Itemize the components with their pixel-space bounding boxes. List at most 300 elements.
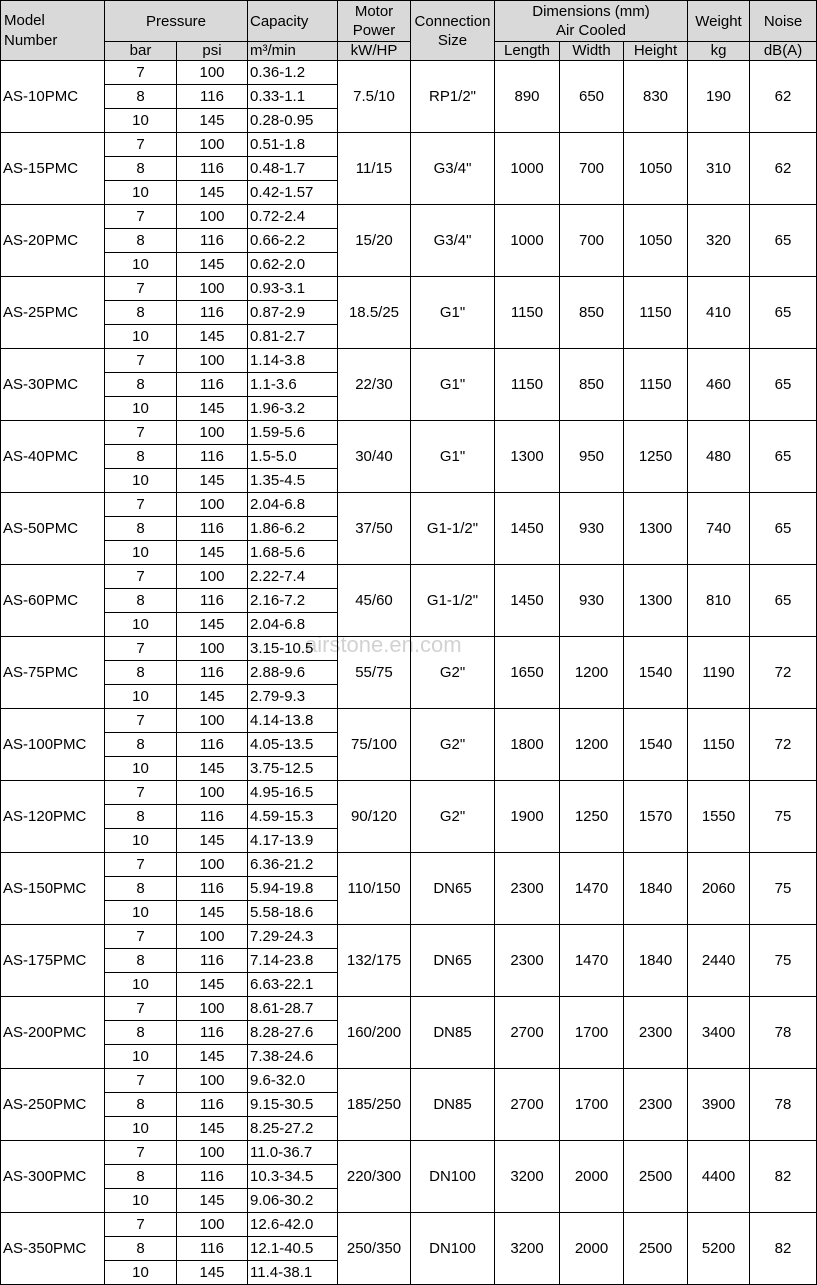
- model-cell: AS-50PMC: [1, 493, 105, 565]
- model-cell: AS-100PMC: [1, 709, 105, 781]
- weight-header: Weight: [688, 1, 750, 42]
- noise-cell: 65: [750, 277, 817, 349]
- bar-cell: 7: [105, 277, 177, 301]
- width-cell: 950: [560, 421, 624, 493]
- capacity-cell: 0.33-1.1: [248, 85, 338, 109]
- bar-cell: 10: [105, 829, 177, 853]
- psi-cell: 116: [177, 445, 248, 469]
- width-cell: 1250: [560, 781, 624, 853]
- capacity-cell: 8.25-27.2: [248, 1117, 338, 1141]
- motor-power-cell: 90/120: [338, 781, 411, 853]
- dimensions-header: [495, 1, 688, 42]
- length-cell: 1150: [495, 277, 560, 349]
- watermark: airstone.en.com: [305, 632, 462, 657]
- noise-cell: 65: [750, 421, 817, 493]
- length-cell: 1300: [495, 421, 560, 493]
- motor-power-cell: 18.5/25: [338, 277, 411, 349]
- bar-cell: 10: [105, 685, 177, 709]
- capacity-cell: 0.28-0.95: [248, 109, 338, 133]
- psi-cell: 116: [177, 85, 248, 109]
- length-cell: 2300: [495, 853, 560, 925]
- width-cell: 1470: [560, 925, 624, 997]
- weight-cell: 3400: [688, 997, 750, 1069]
- motor-power-cell: 7.5/10: [338, 61, 411, 133]
- motor-power-cell: 185/250: [338, 1069, 411, 1141]
- capacity-cell: 8.28-27.6: [248, 1021, 338, 1045]
- motor-power-cell: 55/75: [338, 637, 411, 709]
- psi-cell: 100: [177, 133, 248, 157]
- psi-cell: 100: [177, 565, 248, 589]
- length-cell: 1000: [495, 133, 560, 205]
- height-cell: 830: [624, 61, 688, 133]
- height-cell: 1050: [624, 133, 688, 205]
- width-cell: 2000: [560, 1141, 624, 1213]
- connection-size-header-text: Connection Size: [414, 12, 491, 49]
- motor-power-header-text: Motor Power: [352, 3, 396, 39]
- psi-cell: 100: [177, 709, 248, 733]
- table-row: [1, 61, 817, 85]
- capacity-cell: 2.04-6.8: [248, 613, 338, 637]
- height-cell: 2300: [624, 1069, 688, 1141]
- table-row: [1, 709, 817, 733]
- width-cell: 650: [560, 61, 624, 133]
- psi-cell: 116: [177, 1093, 248, 1117]
- capacity-cell: 10.3-34.5: [248, 1165, 338, 1189]
- connection-size-cell: RP1/2": [411, 61, 495, 133]
- capacity-cell: 11.0-36.7: [248, 1141, 338, 1165]
- capacity-cell: 12.6-42.0: [248, 1213, 338, 1237]
- unit-capacity-header: m³/min: [248, 42, 338, 61]
- length-cell: 3200: [495, 1213, 560, 1285]
- table-row: [1, 205, 817, 229]
- bar-cell: 8: [105, 373, 177, 397]
- connection-size-cell: DN100: [411, 1213, 495, 1285]
- capacity-cell: 7.14-23.8: [248, 949, 338, 973]
- capacity-cell: 9.15-30.5: [248, 1093, 338, 1117]
- weight-cell: 740: [688, 493, 750, 565]
- connection-size-cell: DN100: [411, 1141, 495, 1213]
- bar-cell: 8: [105, 229, 177, 253]
- psi-cell: 100: [177, 1141, 248, 1165]
- weight-cell: 310: [688, 133, 750, 205]
- height-cell: 1300: [624, 493, 688, 565]
- psi-cell: 100: [177, 781, 248, 805]
- height-cell: 1540: [624, 637, 688, 709]
- model-cell: AS-120PMC: [1, 781, 105, 853]
- bar-cell: 10: [105, 1117, 177, 1141]
- bar-cell: 7: [105, 1141, 177, 1165]
- width-cell: 850: [560, 277, 624, 349]
- model-cell: AS-40PMC: [1, 421, 105, 493]
- psi-cell: 145: [177, 901, 248, 925]
- psi-cell: 145: [177, 829, 248, 853]
- bar-cell: 8: [105, 877, 177, 901]
- weight-cell: 810: [688, 565, 750, 637]
- table-header: [1, 1, 817, 61]
- capacity-cell: 9.06-30.2: [248, 1189, 338, 1213]
- bar-cell: 8: [105, 589, 177, 613]
- psi-cell: 100: [177, 205, 248, 229]
- weight-cell: 460: [688, 349, 750, 421]
- connection-size-cell: G1": [411, 277, 495, 349]
- psi-cell: 145: [177, 181, 248, 205]
- table-row: [1, 277, 817, 301]
- width-cell: 850: [560, 349, 624, 421]
- length-cell: 1900: [495, 781, 560, 853]
- bar-cell: 10: [105, 181, 177, 205]
- bar-cell: 7: [105, 565, 177, 589]
- noise-cell: 65: [750, 205, 817, 277]
- connection-size-cell: G1-1/2": [411, 493, 495, 565]
- noise-cell: 82: [750, 1213, 817, 1285]
- noise-cell: 75: [750, 925, 817, 997]
- motor-power-cell: 75/100: [338, 709, 411, 781]
- bar-cell: 7: [105, 349, 177, 373]
- capacity-cell: 0.51-1.8: [248, 133, 338, 157]
- height-header: Height: [624, 42, 688, 61]
- model-cell: AS-60PMC: [1, 565, 105, 637]
- height-cell: 2500: [624, 1141, 688, 1213]
- capacity-cell: 1.5-5.0: [248, 445, 338, 469]
- width-cell: 1200: [560, 637, 624, 709]
- capacity-cell: 0.66-2.2: [248, 229, 338, 253]
- psi-cell: 145: [177, 973, 248, 997]
- table-row: [1, 1213, 817, 1237]
- capacity-cell: 0.81-2.7: [248, 325, 338, 349]
- capacity-cell: 0.72-2.4: [248, 205, 338, 229]
- psi-cell: 116: [177, 589, 248, 613]
- bar-cell: 10: [105, 1261, 177, 1285]
- unit-bar-header: bar: [105, 42, 177, 61]
- motor-power-cell: 110/150: [338, 853, 411, 925]
- psi-cell: 116: [177, 949, 248, 973]
- psi-cell: 100: [177, 493, 248, 517]
- table-row: [1, 997, 817, 1021]
- width-cell: 930: [560, 565, 624, 637]
- capacity-cell: 3.15-10.5: [248, 637, 338, 661]
- table-row: [1, 781, 817, 805]
- psi-cell: 145: [177, 325, 248, 349]
- bar-cell: 8: [105, 949, 177, 973]
- psi-cell: 145: [177, 1189, 248, 1213]
- length-header: Length: [495, 42, 560, 61]
- model-cell: AS-30PMC: [1, 349, 105, 421]
- capacity-cell: 5.94-19.8: [248, 877, 338, 901]
- connection-size-cell: DN85: [411, 997, 495, 1069]
- psi-cell: 145: [177, 685, 248, 709]
- psi-cell: 145: [177, 541, 248, 565]
- weight-cell: 190: [688, 61, 750, 133]
- weight-cell: 480: [688, 421, 750, 493]
- capacity-cell: 9.6-32.0: [248, 1069, 338, 1093]
- bar-cell: 10: [105, 1045, 177, 1069]
- unit-power-header: kW/HP: [338, 42, 411, 61]
- bar-cell: 8: [105, 157, 177, 181]
- psi-cell: 145: [177, 109, 248, 133]
- height-cell: 2500: [624, 1213, 688, 1285]
- height-cell: 1150: [624, 277, 688, 349]
- model-cell: AS-350PMC: [1, 1213, 105, 1285]
- length-cell: 1000: [495, 205, 560, 277]
- psi-cell: 145: [177, 397, 248, 421]
- height-cell: 1840: [624, 853, 688, 925]
- weight-cell: 2440: [688, 925, 750, 997]
- connection-size-cell: G2": [411, 709, 495, 781]
- width-cell: 930: [560, 493, 624, 565]
- weight-cell: 320: [688, 205, 750, 277]
- capacity-cell: 1.68-5.6: [248, 541, 338, 565]
- width-cell: 700: [560, 205, 624, 277]
- weight-cell: 410: [688, 277, 750, 349]
- table-body: [1, 61, 817, 1285]
- length-cell: 1150: [495, 349, 560, 421]
- capacity-cell: 11.4-38.1: [248, 1261, 338, 1285]
- width-header: Width: [560, 42, 624, 61]
- capacity-cell: 3.75-12.5: [248, 757, 338, 781]
- psi-cell: 116: [177, 229, 248, 253]
- bar-cell: 10: [105, 973, 177, 997]
- capacity-cell: 0.36-1.2: [248, 61, 338, 85]
- bar-cell: 7: [105, 781, 177, 805]
- width-cell: 1470: [560, 853, 624, 925]
- connection-size-cell: G1": [411, 349, 495, 421]
- connection-size-cell: DN65: [411, 925, 495, 997]
- connection-size-header: [411, 1, 495, 61]
- model-cell: AS-25PMC: [1, 277, 105, 349]
- weight-cell: 4400: [688, 1141, 750, 1213]
- bar-cell: 8: [105, 301, 177, 325]
- psi-cell: 116: [177, 877, 248, 901]
- psi-cell: 145: [177, 469, 248, 493]
- capacity-cell: 0.62-2.0: [248, 253, 338, 277]
- noise-cell: 65: [750, 565, 817, 637]
- noise-cell: 72: [750, 637, 817, 709]
- bar-cell: 7: [105, 637, 177, 661]
- model-cell: AS-15PMC: [1, 133, 105, 205]
- weight-cell: 2060: [688, 853, 750, 925]
- length-cell: 2700: [495, 997, 560, 1069]
- motor-power-cell: 220/300: [338, 1141, 411, 1213]
- noise-header: Noise: [750, 1, 817, 42]
- capacity-cell: 6.63-22.1: [248, 973, 338, 997]
- table-row: [1, 493, 817, 517]
- height-cell: 1840: [624, 925, 688, 997]
- psi-cell: 100: [177, 997, 248, 1021]
- bar-cell: 7: [105, 997, 177, 1021]
- motor-power-cell: 45/60: [338, 565, 411, 637]
- psi-cell: 100: [177, 349, 248, 373]
- capacity-cell: 2.88-9.6: [248, 661, 338, 685]
- model-cell: AS-250PMC: [1, 1069, 105, 1141]
- table-row: [1, 925, 817, 949]
- model-cell: AS-20PMC: [1, 205, 105, 277]
- connection-size-cell: G2": [411, 781, 495, 853]
- capacity-cell: 2.04-6.8: [248, 493, 338, 517]
- width-cell: 700: [560, 133, 624, 205]
- psi-cell: 116: [177, 661, 248, 685]
- connection-size-cell: G1-1/2": [411, 565, 495, 637]
- unit-noise-header: dB(A): [750, 42, 817, 61]
- motor-power-header: [338, 1, 411, 42]
- height-cell: 1540: [624, 709, 688, 781]
- model-number-header: [1, 1, 105, 61]
- length-cell: 3200: [495, 1141, 560, 1213]
- bar-cell: 7: [105, 925, 177, 949]
- bar-cell: 7: [105, 1069, 177, 1093]
- capacity-cell: 4.59-15.3: [248, 805, 338, 829]
- bar-cell: 7: [105, 61, 177, 85]
- table-row: [1, 565, 817, 589]
- width-cell: 2000: [560, 1213, 624, 1285]
- bar-cell: 7: [105, 133, 177, 157]
- noise-cell: 65: [750, 493, 817, 565]
- capacity-cell: 4.05-13.5: [248, 733, 338, 757]
- bar-cell: 8: [105, 1021, 177, 1045]
- model-cell: AS-150PMC: [1, 853, 105, 925]
- bar-cell: 8: [105, 805, 177, 829]
- table-row: [1, 349, 817, 373]
- psi-cell: 145: [177, 253, 248, 277]
- motor-power-cell: 22/30: [338, 349, 411, 421]
- bar-cell: 8: [105, 517, 177, 541]
- length-cell: 1800: [495, 709, 560, 781]
- capacity-header: Capacity: [248, 1, 338, 42]
- psi-cell: 100: [177, 421, 248, 445]
- connection-size-cell: DN85: [411, 1069, 495, 1141]
- bar-cell: 10: [105, 109, 177, 133]
- bar-cell: 10: [105, 253, 177, 277]
- model-cell: AS-200PMC: [1, 997, 105, 1069]
- weight-cell: 1550: [688, 781, 750, 853]
- noise-cell: 65: [750, 349, 817, 421]
- pressure-header: Pressure: [105, 1, 248, 42]
- psi-cell: 145: [177, 1117, 248, 1141]
- psi-cell: 116: [177, 1021, 248, 1045]
- noise-cell: 62: [750, 133, 817, 205]
- psi-cell: 145: [177, 757, 248, 781]
- psi-cell: 100: [177, 925, 248, 949]
- model-number-header-text: Model Number: [4, 11, 58, 49]
- bar-cell: 7: [105, 1213, 177, 1237]
- motor-power-cell: 132/175: [338, 925, 411, 997]
- bar-cell: 10: [105, 1189, 177, 1213]
- noise-cell: 72: [750, 709, 817, 781]
- table-row: [1, 1069, 817, 1093]
- capacity-cell: 0.93-3.1: [248, 277, 338, 301]
- bar-cell: 10: [105, 397, 177, 421]
- bar-cell: 8: [105, 1093, 177, 1117]
- capacity-cell: 0.48-1.7: [248, 157, 338, 181]
- psi-cell: 100: [177, 277, 248, 301]
- weight-cell: 3900: [688, 1069, 750, 1141]
- motor-power-cell: 15/20: [338, 205, 411, 277]
- noise-cell: 78: [750, 1069, 817, 1141]
- length-cell: 1450: [495, 565, 560, 637]
- bar-cell: 8: [105, 445, 177, 469]
- width-cell: 1200: [560, 709, 624, 781]
- capacity-cell: 1.59-5.6: [248, 421, 338, 445]
- width-cell: 1700: [560, 1069, 624, 1141]
- capacity-cell: 6.36-21.2: [248, 853, 338, 877]
- length-cell: 890: [495, 61, 560, 133]
- table-row: [1, 421, 817, 445]
- length-cell: 1450: [495, 493, 560, 565]
- psi-cell: 145: [177, 613, 248, 637]
- psi-cell: 145: [177, 1045, 248, 1069]
- bar-cell: 8: [105, 661, 177, 685]
- bar-cell: 7: [105, 205, 177, 229]
- connection-size-cell: G3/4": [411, 133, 495, 205]
- psi-cell: 116: [177, 805, 248, 829]
- unit-psi-header: psi: [177, 42, 248, 61]
- psi-cell: 100: [177, 1213, 248, 1237]
- psi-cell: 100: [177, 637, 248, 661]
- model-cell: AS-75PMC: [1, 637, 105, 709]
- capacity-cell: 0.42-1.57: [248, 181, 338, 205]
- capacity-cell: 5.58-18.6: [248, 901, 338, 925]
- capacity-cell: 1.1-3.6: [248, 373, 338, 397]
- bar-cell: 10: [105, 757, 177, 781]
- motor-power-cell: 11/15: [338, 133, 411, 205]
- bar-cell: 7: [105, 421, 177, 445]
- capacity-cell: 4.14-13.8: [248, 709, 338, 733]
- height-cell: 1150: [624, 349, 688, 421]
- model-cell: AS-175PMC: [1, 925, 105, 997]
- capacity-cell: 4.95-16.5: [248, 781, 338, 805]
- psi-cell: 116: [177, 1165, 248, 1189]
- weight-cell: 1150: [688, 709, 750, 781]
- bar-cell: 7: [105, 493, 177, 517]
- capacity-cell: 1.86-6.2: [248, 517, 338, 541]
- psi-cell: 116: [177, 517, 248, 541]
- model-cell: AS-300PMC: [1, 1141, 105, 1213]
- bar-cell: 8: [105, 733, 177, 757]
- psi-cell: 145: [177, 1261, 248, 1285]
- bar-cell: 10: [105, 901, 177, 925]
- motor-power-cell: 250/350: [338, 1213, 411, 1285]
- bar-cell: 10: [105, 613, 177, 637]
- length-cell: 2700: [495, 1069, 560, 1141]
- height-cell: 1570: [624, 781, 688, 853]
- capacity-cell: 2.16-7.2: [248, 589, 338, 613]
- bar-cell: 10: [105, 469, 177, 493]
- bar-cell: 8: [105, 1237, 177, 1261]
- noise-cell: 75: [750, 853, 817, 925]
- capacity-cell: 1.96-3.2: [248, 397, 338, 421]
- width-cell: 1700: [560, 997, 624, 1069]
- capacity-cell: 8.61-28.7: [248, 997, 338, 1021]
- height-cell: 1250: [624, 421, 688, 493]
- length-cell: 1650: [495, 637, 560, 709]
- connection-size-cell: DN65: [411, 853, 495, 925]
- psi-cell: 100: [177, 1069, 248, 1093]
- connection-size-cell: G1": [411, 421, 495, 493]
- length-cell: 2300: [495, 925, 560, 997]
- motor-power-cell: 37/50: [338, 493, 411, 565]
- capacity-cell: 0.87-2.9: [248, 301, 338, 325]
- psi-cell: 116: [177, 157, 248, 181]
- psi-cell: 116: [177, 301, 248, 325]
- psi-cell: 100: [177, 853, 248, 877]
- model-cell: AS-10PMC: [1, 61, 105, 133]
- bar-cell: 7: [105, 709, 177, 733]
- height-cell: 1050: [624, 205, 688, 277]
- motor-power-cell: 160/200: [338, 997, 411, 1069]
- bar-cell: 10: [105, 541, 177, 565]
- capacity-cell: 4.17-13.9: [248, 829, 338, 853]
- capacity-cell: 7.38-24.6: [248, 1045, 338, 1069]
- weight-cell: 5200: [688, 1213, 750, 1285]
